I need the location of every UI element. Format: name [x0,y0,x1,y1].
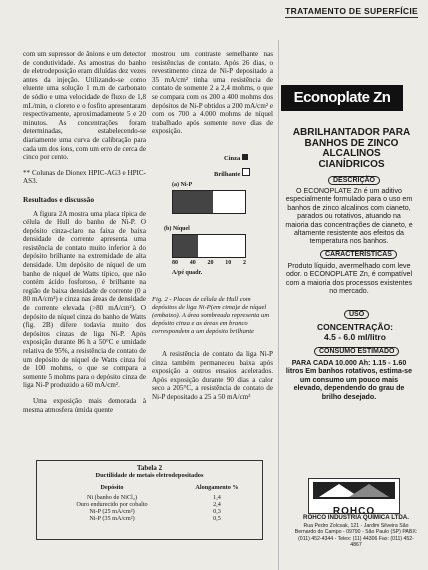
cell: Ni-P (35 mA/cm²) [89,515,135,522]
hull-panel-nip [172,190,246,214]
figure-2 [152,148,273,296]
col-header: Alongamento % [195,484,239,491]
tick: 40 [189,260,196,266]
company-address: Rua Pedro Zolcsak, 121 - Jardim Silveira São Bernardo do Campo - 09790 - São Paulo (SP) PABX: (011) 452-4344 - Telex: (11) 44306 Fax: (011) 452-4867 [294,523,418,549]
rohco-logo [308,478,400,517]
page-header: TRATAMENTO DE SUPERFÍCIE [285,6,418,16]
figure-caption: Fig. 2 - Placas de célula de Hull com depósitos de liga Ni-P(em cima)e de níquel (embaixo). A área sombreada representa um depósito cinza e as áreas em branco correspondem a um depósito brilhante [152,296,270,335]
table-row [37,515,262,522]
table-subtitle: Ductilidade de metais eletrodepositados [95,472,204,479]
table-header [37,484,262,491]
footnote: ** Colunas de Dionex HPIC-AG3 e HPIC-AS3. [23,168,146,186]
tick: 2 [243,260,246,266]
paragraph: mostrou um contraste semelhante nas resistências de contato. Após 26 dias, o revestimento cinza de Ni-P depositado a 35 mA/cm² tinha uma resistência de contato de somente 2 a 2,4 mohms, o que se compara com os 200 a 400 mohms dos depósitos de Ni-P obtidos a 200 mA/cm² e com os 700 a 4.000 mohms de níquel trabalhado após somente nove dias de exposição. [152,50,273,136]
cell: 0,5 [213,515,221,522]
rohco-wordmark: ROHCO [332,506,376,517]
table-row [37,508,262,515]
gray-deposit-area [173,235,198,257]
table-title: Tabela 2 [136,464,163,472]
cell: Ouro endurecido por cobalto [76,501,148,508]
consumo-label: CONSUMO ESTIMADO [314,347,399,356]
middle-column-bottom: A resistência de contato da liga Ni-P cinza também permaneceu baixa após exposição a outros ensaios acelerados. Após exposição durante 90 dias a calor seco a 205°C, a resistência de contato de Ni-P depositado a 25 a 50 mA/cm² [152,350,273,401]
tick: 80 [172,260,178,266]
caracteristicas-text: Produto líquido, avermelhado com leve odor. o ECONOPLATE Zn, é compatível com a maioria dos processos existentes no mercado. [285,262,413,296]
cell: 1,4 [213,494,221,501]
concentracao-label: CONCENTRAÇÃO: [316,322,394,332]
descricao-text: O ECONOPLATE Zn é um aditivo especialmente formulado para o uso em banhos de zinco alcalinos com cianeto, parados ou rotativos, atuando na maioria das concentrações de cianeto, e altamente resistente aos efeitos da temperatura nos banhos. [285,187,413,246]
paragraph: com um supressor de ânions e um detector de condutividade. As amostras do banho de eletrodeposição eram diluídas dez vezes antes da injeção. Utilizando-se como eluente uma solução 1 m.m de carbonato de sódio e uma velocidade de fluxo de 1,8 mL/min, o cloreto e o fosfito apresentaram respectivamente, aproximadamente 5 e 20 minutos. As concentrações foram determinadas, estabelecendo-se diariamente uma curva de calibração para cada um dos íons, com um erro de cerca de cinco por cento. [23,50,146,162]
uso-label: USO [344,310,369,319]
col-header: Depósito [100,484,124,491]
table-row [37,494,262,501]
descricao-label: DESCRIÇÃO [328,176,380,185]
caracteristicas-label: CARACTERÍSTICAS [320,250,397,259]
concentracao-value: 4.5 - 6.0 ml/litro [324,332,386,342]
rohco-mark-icon [309,479,399,501]
left-column [23,50,146,421]
middle-column-top [152,50,273,143]
cell: Ni-P (25 mA/cm²) [89,508,135,515]
cell: 0,3 [213,508,221,515]
gray-deposit-area [173,191,213,213]
cell: 2,4 [213,501,221,508]
econoplate-logo: Econoplate Zn [281,85,403,111]
paragraph: A figura 2A mostra uma placa típica de célula de Hull do banho de Ni-P. O depósito cinza-claro na faixa de baixa densidade de corrente apresenta uma resistência de contato muito inferior à do depósito brilhante na extremidade de alta densidade. Um depósito de níquel de um banho de níquel de Watts típico, que não contém ácido fosforoso, é brilhante na região de baixa densidade de corrente (0 a 80 mA/cm²) e cinza nas áreas de densidade de corrente elevada (>80 mA/cm²). O depósito de níquel cinza do banho de Watts (fig. 2B) difere todavia muito dos depósitos cinzas de liga Ni-P. Após exposição durante 86 h a 50°C e umidade relativa de 95%, a resistência de contato de um depósito de níquel de Watts cinza foi de 100 mohms, o que se compara a somente 5 mohms para o depósito cinza de liga Ni-P produzido a 60 mA/cm². [23,209,146,390]
legend-cinza: Cinza [224,154,248,162]
label-b: (b) Níquel [164,226,190,232]
cell: Ni (banho de NiCl₂) [86,494,138,501]
ad-headline: ABRILHANTADOR PARA BANHOS DE ZINCO ALCALINOS CIANÍDRICOS [292,127,411,170]
paragraph: Uma exposição mais demorada à mesma atmosfera úmida quente [23,396,146,414]
consumo-text: PARA CADA 10.000 Ah: 1.15 - 1.60 litros Em banhos rotativos, estima-se um consumo um pouco mais elevado, dependendo do grau de brilho desejado. [285,359,413,401]
axis-label: A/pé quadr. [172,270,203,276]
tick: 20 [207,260,214,266]
table-row [37,501,262,508]
table-2 [36,460,263,540]
axis-ticks [172,260,246,266]
legend-brilhante: Brilhante [214,168,250,178]
hull-panel-niquel [172,234,246,258]
company-name: ROHCO INDÚSTRIA QUÍMICA LTDA. [303,514,409,521]
label-a: (a) Ni-P [172,182,193,188]
section-title: Resultados e discussão [23,194,95,204]
tick: 10 [225,260,232,266]
